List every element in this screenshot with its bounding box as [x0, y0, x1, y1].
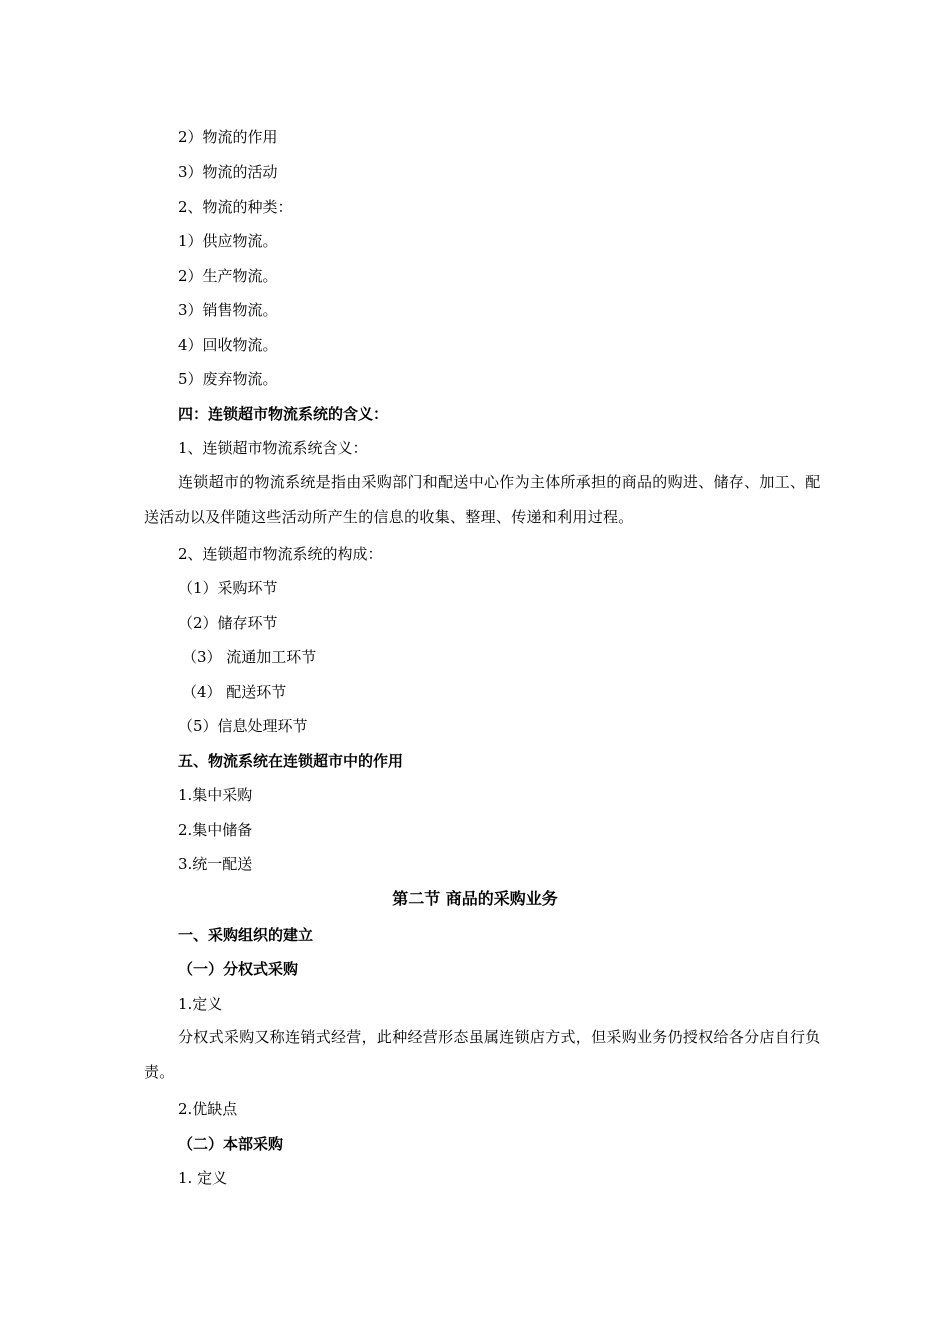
- list-item: 2.优缺点: [178, 1100, 238, 1118]
- section-heading: 一、采购组织的建立: [178, 926, 314, 944]
- list-item: （3） 流通加工环节: [182, 648, 317, 666]
- list-item: 2.集中储备: [178, 821, 253, 839]
- list-item: 2）物流的作用: [178, 128, 278, 146]
- subsection-heading: （一）分权式采购: [178, 960, 299, 978]
- list-item: 3.统一配送: [178, 855, 253, 873]
- paragraph: 分权式采购又称连销式经营，此种经营形态虽属连锁店方式，但采购业务仍授权给各分店自行负责。: [144, 1028, 821, 1081]
- chapter-title: 第二节 商品的采购业务: [392, 889, 558, 908]
- list-item: 1）供应物流。: [178, 232, 278, 250]
- list-item: 3）物流的活动: [178, 163, 278, 181]
- subheading: 1、连锁超市物流系统含义：: [178, 439, 368, 457]
- list-item: 1.集中采购: [178, 786, 253, 804]
- list-item: 5）废弃物流。: [178, 370, 278, 388]
- list-item: （5）信息处理环节: [178, 717, 308, 735]
- list-item: 4）回收物流。: [178, 336, 278, 354]
- section-heading: 五、物流系统在连锁超市中的作用: [178, 752, 404, 770]
- list-item: 3）销售物流。: [178, 301, 278, 319]
- section-heading: 四：连锁超市物流系统的含义：: [178, 405, 389, 423]
- subsection-heading: （二）本部采购: [178, 1135, 284, 1153]
- paragraph: 连锁超市的物流系统是指由采购部门和配送中心作为主体所承担的商品的购进、储存、加工、配送活动以及伴随这些活动所产生的信息的收集、整理、传递和利用过程。: [144, 473, 821, 526]
- list-item: 1. 定义: [178, 1169, 228, 1187]
- list-item: 1.定义: [178, 995, 223, 1013]
- list-item: （1）采购环节: [178, 579, 278, 597]
- subheading: 2、物流的种类：: [178, 198, 293, 216]
- list-item: （2）储存环节: [178, 614, 278, 632]
- list-item: （4） 配送环节: [182, 683, 287, 701]
- subheading: 2、连锁超市物流系统的构成：: [178, 545, 383, 563]
- list-item: 2）生产物流。: [178, 267, 278, 285]
